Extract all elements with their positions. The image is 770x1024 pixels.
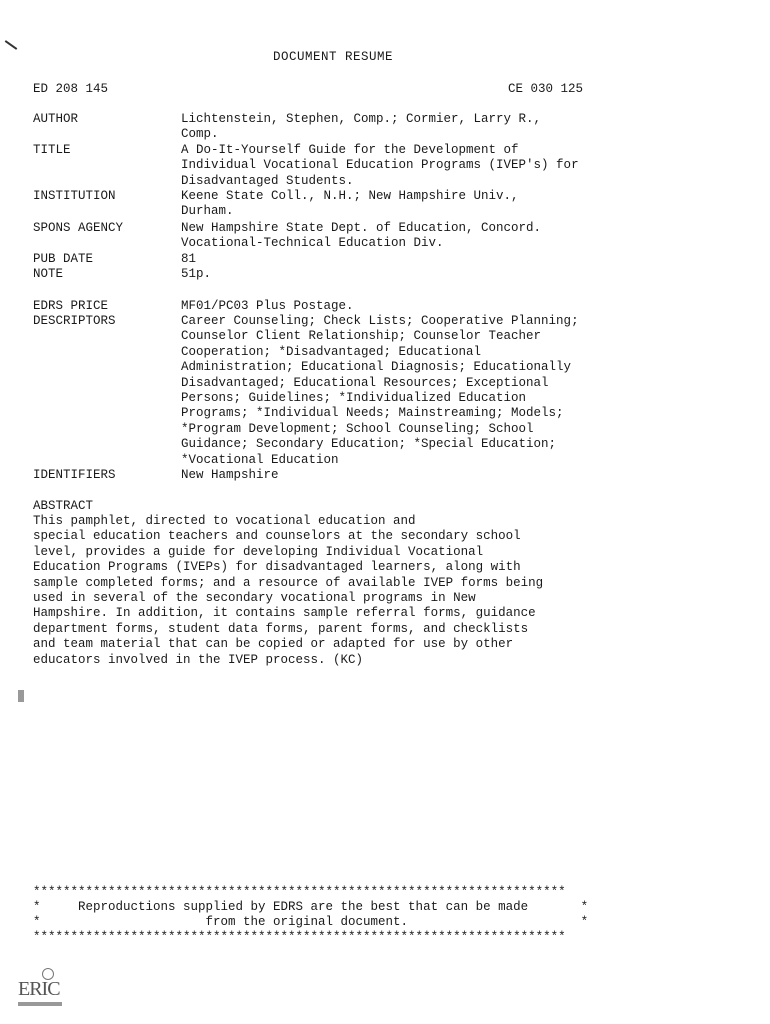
institution-label: INSTITUTION — [33, 189, 116, 203]
spons-agency-value: New Hampshire State Dept. of Education, Concord. Vocational-Technical Education Div. — [181, 221, 542, 251]
scan-artifact-mark — [5, 40, 18, 50]
abstract-label: ABSTRACT — [33, 499, 94, 513]
abstract-text: This pamphlet, directed to vocational education and special education teachers and counselors at the secondary school level, provides a guide for developing Individual Vocational Education Programs (IVEPs) for disadvantaged learners, along with sample completed forms; and a resource of available IVEP forms being used in several of the secondary vocational programs in New Hampshire. In addition, it contains sample referral forms, guidance department forms, student data forms, parent forms, and checklists and team material that can be copied or adapted for use by other educators involved in the IVEP process. (KC) — [33, 514, 544, 667]
ed-number: ED 208 145 — [33, 82, 109, 96]
title-label: TITLE — [33, 143, 71, 157]
identifiers-label: IDENTIFIERS — [33, 468, 116, 482]
reproduction-line-1: * Reproductions supplied by EDRS are the best that can be made * — [33, 900, 589, 914]
eric-logo — [16, 968, 66, 1008]
note-label: NOTE — [33, 267, 64, 281]
author-value: Lichtenstein, Stephen, Comp.; Cormier, Larry R., Comp. — [181, 112, 542, 142]
reproduction-notice — [33, 885, 693, 945]
asterisk-border-top: *********************************************************************** — [33, 885, 566, 899]
pub-date-label: PUB DATE — [33, 252, 94, 266]
document-type-heading: DOCUMENT RESUME — [273, 50, 394, 64]
edrs-price-value: MF01/PC03 Plus Postage. — [181, 299, 354, 313]
descriptors-label: DESCRIPTORS — [33, 314, 116, 328]
eric-logo-bar — [18, 1002, 62, 1006]
asterisk-border-bottom: *********************************************************************** — [33, 930, 566, 944]
reproduction-line-2: * from the original document. * — [33, 915, 589, 929]
ce-number: CE 030 125 — [508, 82, 584, 96]
pub-date-value: 81 — [181, 252, 197, 266]
title-value: A Do-It-Yourself Guide for the Development of Individual Vocational Education Programs (IVEP's) for Disadvantaged Students. — [181, 143, 579, 188]
descriptors-value: Career Counseling; Check Lists; Cooperative Planning; Counselor Client Relationship; Counselor Teacher Cooperation; *Disadvantaged; Educational Administration; Educational Diagnosis; Educationally Disadvantaged; Educational Resources; Exceptional Persons; Guidelines; *Individualized Education Programs; *Individual Needs; Mainstreaming; Models; *Program Development; School Counseling; School Guidance; Secondary Education; *Special Education; *Vocational Education — [181, 314, 579, 467]
note-value: 51p. — [181, 267, 212, 281]
eric-logo-text: ERIC — [18, 978, 60, 1000]
institution-value: Keene State Coll., N.H.; New Hampshire Univ., Durham. — [181, 189, 519, 219]
identifiers-value: New Hampshire — [181, 468, 279, 482]
spons-agency-label: SPONS AGENCY — [33, 221, 124, 235]
scan-artifact-smudge — [18, 690, 24, 702]
edrs-price-label: EDRS PRICE — [33, 299, 109, 313]
author-label: AUTHOR — [33, 112, 79, 126]
